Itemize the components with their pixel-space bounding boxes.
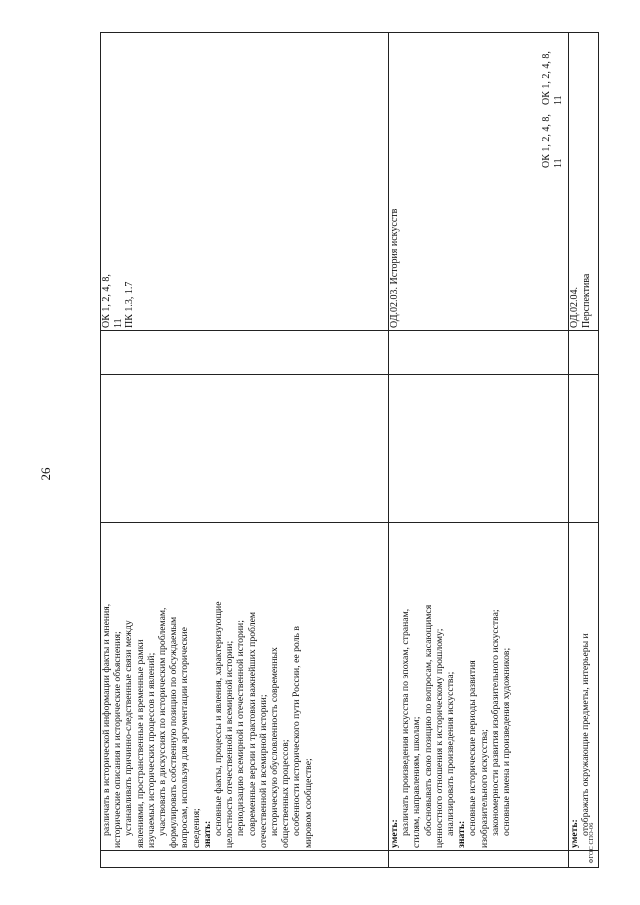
code-line: ОК 1, 2, 4, 8,	[541, 114, 552, 168]
empty-cell-narrow	[101, 851, 389, 868]
empty-cell-small	[389, 331, 569, 375]
discipline-name	[569, 35, 592, 328]
requirement-line: современные версии и трактовки важнейших проблем	[246, 612, 258, 836]
requirement-line: различать произведения искусства по эпохам, странам,	[400, 608, 412, 836]
discipline-name: ОД.02.03. История искусств	[389, 208, 400, 328]
requirement-line: стилям, направлениям, школам;	[411, 716, 423, 848]
page-number: 26	[38, 467, 53, 481]
empty-cell-wide	[569, 375, 599, 523]
footer-code: ФГОС СПО-06	[589, 822, 595, 864]
requirement-line: периодизацию всемирной и отечественной истории;	[235, 620, 247, 836]
requirement-line: ценностного отношения к историческому прошлому;	[433, 628, 445, 848]
requirement-line: участвовать в дискуссиях по историческим проблемам,	[157, 607, 169, 836]
code-line: ПК 1.3, 1.7	[124, 281, 135, 328]
requirement-line: устанавливать причинно-следственные связи между	[123, 620, 135, 836]
empty-cell-narrow	[389, 851, 569, 868]
requirement-line: обосновывать свою позицию по вопросам, касающимся	[422, 604, 434, 836]
requirement-line: формулировать собственную позицию по обсуждаемым	[168, 616, 180, 848]
requirement-line: отображать окружающие предметы, интерьеры и	[580, 633, 592, 836]
requirement-line: исторические описания и исторические объяснения;	[112, 631, 124, 848]
code-line: Перспектива	[580, 273, 592, 328]
requirement-line: основные исторические периоды развития	[467, 660, 479, 836]
requirements-cell-history	[101, 523, 389, 851]
empty-cell-wide	[389, 375, 569, 523]
requirement-line: общественных процессов;	[280, 739, 292, 848]
requirement-line: целостность отечественной и всемирной истории;	[224, 640, 236, 848]
code-line: 11	[552, 95, 564, 105]
table-row-history	[101, 33, 389, 868]
requirement-line: мировом сообществе;	[302, 758, 314, 848]
requirement-line: различать в исторической информации факты и мнения,	[101, 603, 112, 836]
table-row-perspective	[569, 33, 599, 868]
requirement-line: основные имена и произведения художников;	[501, 647, 513, 836]
empty-cell-small	[569, 331, 599, 375]
empty-cell-small	[101, 331, 389, 375]
requirements-cell-art-history	[389, 523, 569, 851]
requirement-line: сведения;	[190, 808, 202, 848]
requirement-line: историческую обусловленность современных	[269, 647, 281, 836]
requirement-line: закономерности развития изобразительного искусства;	[489, 609, 501, 836]
requirement-line: анализировать произведения искусства;	[445, 671, 457, 836]
requirement-line: явлениями, пространственные и временные рамки	[134, 639, 146, 848]
discipline-cell-perspective	[569, 33, 599, 331]
requirement-line: вопросам, используя для аргументации исторические	[179, 627, 191, 848]
section-header: уметь:	[389, 819, 400, 848]
requirement-line: особенности исторического пути России, ее роль в	[291, 626, 303, 836]
standards-table	[100, 32, 599, 868]
code-line: 11	[552, 158, 564, 168]
requirement-line: отечественной и всемирной истории;	[257, 694, 269, 848]
code-line: 11	[112, 318, 124, 328]
standards-table-wrapper	[100, 33, 598, 868]
competency-list-perspective	[541, 0, 564, 105]
competency-cell-history	[101, 33, 389, 331]
section-header: уметь:	[569, 819, 580, 848]
section-header: знать:	[456, 820, 468, 848]
requirement-line: изучаемых исторических процессов и явлений;	[145, 652, 157, 848]
requirements-list	[389, 525, 512, 848]
section-header: знать:	[201, 820, 213, 848]
empty-cell-narrow	[569, 851, 599, 868]
requirements-cell-perspective	[569, 523, 599, 851]
code-line: ОК 1, 2, 4, 8,	[541, 51, 552, 105]
code-line: ОД.02.04.	[569, 286, 580, 328]
code-line: ОК 1, 2, 4, 8,	[101, 274, 112, 328]
requirement-line: изобразительного искусства;	[478, 729, 490, 848]
empty-cell-wide	[101, 375, 389, 523]
requirement-line: основные факты, процессы и явления, характеризующие	[213, 601, 225, 836]
requirements-list	[569, 525, 591, 848]
competency-list	[101, 35, 136, 328]
requirements-list	[101, 525, 314, 848]
